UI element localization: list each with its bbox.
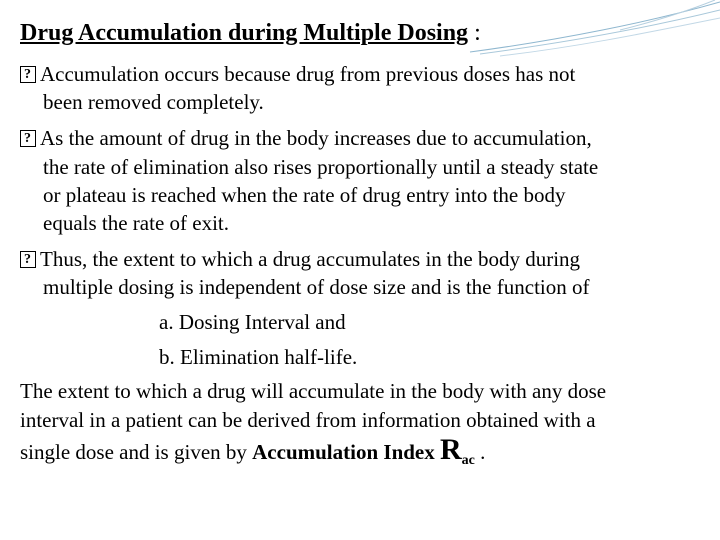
title-text: Drug Accumulation during Multiple Dosing — [20, 20, 469, 46]
accumulation-index-subscript: ac — [461, 453, 475, 468]
accumulation-index-symbol: R — [440, 433, 462, 466]
summary-line-1: The extent to which a drug will accumulate in the body with any dose — [20, 379, 607, 403]
bullet-2-line-2: the rate of elimination also rises proportionally until a steady state — [43, 155, 599, 179]
accumulation-index-label: Accumulation Index — [252, 440, 440, 464]
bullet-1-line-1: ?Accumulation occurs because drug from previous doses has not — [20, 62, 575, 86]
factor-b: b. Elimination half-life. — [159, 345, 358, 369]
bullet-2-line-4: equals the rate of exit. — [43, 211, 230, 235]
slide-title — [20, 20, 481, 47]
bullet-box-icon — [20, 251, 36, 268]
factor-a: a. Dosing Interval and — [159, 310, 346, 334]
bullet-3-line-1: ?Thus, the extent to which a drug accumulates in the body during — [20, 247, 580, 271]
bullet-2-line-3: or plateau is reached when the rate of drug entry into the body — [43, 183, 566, 207]
bullet-3-line-2: multiple dosing is independent of dose size and is the function of — [43, 275, 590, 299]
bullet-2-line-1: ?As the amount of drug in the body increases due to accumulation, — [20, 126, 592, 150]
title-colon: : — [468, 20, 481, 46]
bullet-box-icon — [20, 66, 36, 83]
summary-line-2: interval in a patient can be derived from information obtained with a — [20, 408, 596, 432]
bullet-1-line-2: been removed completely. — [43, 90, 264, 114]
bullet-box-icon — [20, 130, 36, 147]
summary-line-3: single dose and is given by Accumulation Index $R_{ac}$ . — [20, 433, 486, 468]
